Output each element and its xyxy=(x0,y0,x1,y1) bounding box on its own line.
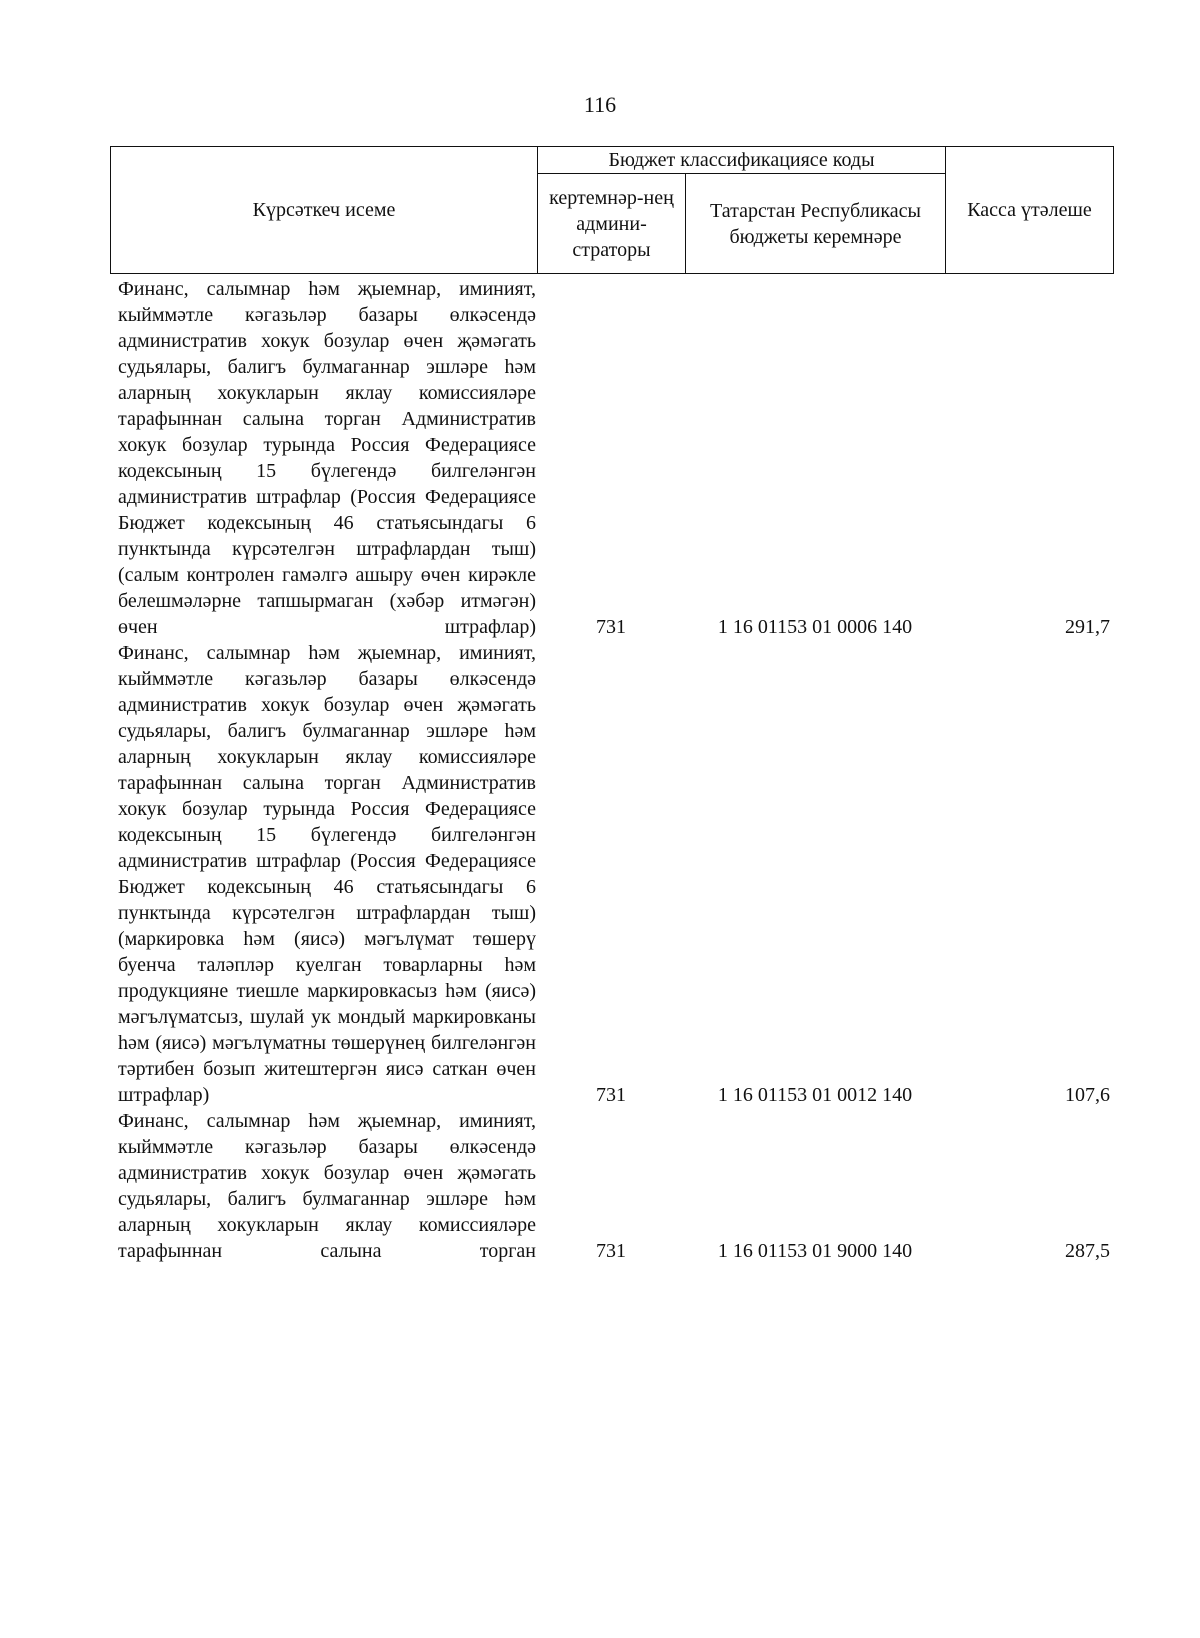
row-cash-amount: 287,5 xyxy=(1065,1240,1110,1262)
row-description: Финанс, салымнар һәм җыемнар, иминият, кыйммәтле кәгазьләр базары өлкәсендә административ хокук бозулар өчен җәмәгать судьялары, балигъ булмаганнар эшләре һәм аларның хокукларын яклау комиссияләре тарафыннан салына торган Административ хокук бозулар турында Россия Федерациясе кодексының 15 бүлегендә билгеләнгән административ штрафлар (Россия Федерациясе Бюджет кодексының 46 статьясындагы 6 пунктында күрсәтелгән штрафлардан тыш) (салым контролен гамәлгә ашыру өчен кирәкле белешмәләрне тапшырмаган (хәбәр итмәгән) өчен штрафлар) xyxy=(118,278,536,638)
table-body xyxy=(110,276,1113,1264)
row-admin-code: 731 xyxy=(596,1240,626,1262)
row-admin-code: 731 xyxy=(596,616,626,638)
row-cash-amount: 291,7 xyxy=(1065,616,1110,638)
table-row xyxy=(110,1108,1113,1264)
table-row xyxy=(110,640,1113,1108)
page-number: 116 xyxy=(583,92,617,117)
header-indicator-name: Күрсәткеч исеме xyxy=(111,147,538,274)
header-cash-execution: Касса үтәлеше xyxy=(946,147,1114,274)
table-header xyxy=(110,146,1114,274)
row-budget-code: 1 16 01153 01 9000 140 xyxy=(717,1240,913,1262)
table-row xyxy=(110,276,1113,640)
row-description: Финанс, салымнар һәм җыемнар, иминият, кыйммәтле кәгазьләр базары өлкәсендә административ хокук бозулар өчен җәмәгать судьялары, балигъ булмаганнар эшләре һәм аларның хокукларын яклау комиссияләре тарафыннан салына торган xyxy=(118,1110,536,1262)
row-cash-amount: 107,6 xyxy=(1065,1084,1110,1106)
row-budget-code: 1 16 01153 01 0006 140 xyxy=(717,616,913,638)
header-republic-budget-revenue: Татарстан Республикасы бюджеты керемнәре xyxy=(686,174,946,274)
row-admin-code: 731 xyxy=(596,1084,626,1106)
row-description: Финанс, салымнар һәм җыемнар, иминият, кыйммәтле кәгазьләр базары өлкәсендә административ хокук бозулар өчен җәмәгать судьялары, балигъ булмаганнар эшләре һәм аларның хокукларын яклау комиссияләре тарафыннан салына торган Административ хокук бозулар турында Россия Федерациясе кодексының 15 бүлегендә билгеләнгән административ штрафлар (Россия Федерациясе Бюджет кодексының 46 статьясындагы 6 пунктында күрсәтелгән штрафлардан тыш) (маркировка һәм (яисә) мәгълүмат төшерү буенча таләпләр куелган товарларны һәм продукцияне тиешле маркировкасыз һәм (яисә) мәгълүматсыз, шулай ук мондый маркировканы һәм (яисә) мәгълүматны төшерүнең билгеләнгән тәртибен бозып житештергән яисә саткан өчен штрафлар) xyxy=(118,642,536,1106)
header-budget-codes: Бюджет классификациясе коды xyxy=(538,147,946,174)
row-budget-code: 1 16 01153 01 0012 140 xyxy=(717,1084,913,1106)
header-revenue-administrators: кертемнәр-нең админи-страторы xyxy=(538,174,686,274)
